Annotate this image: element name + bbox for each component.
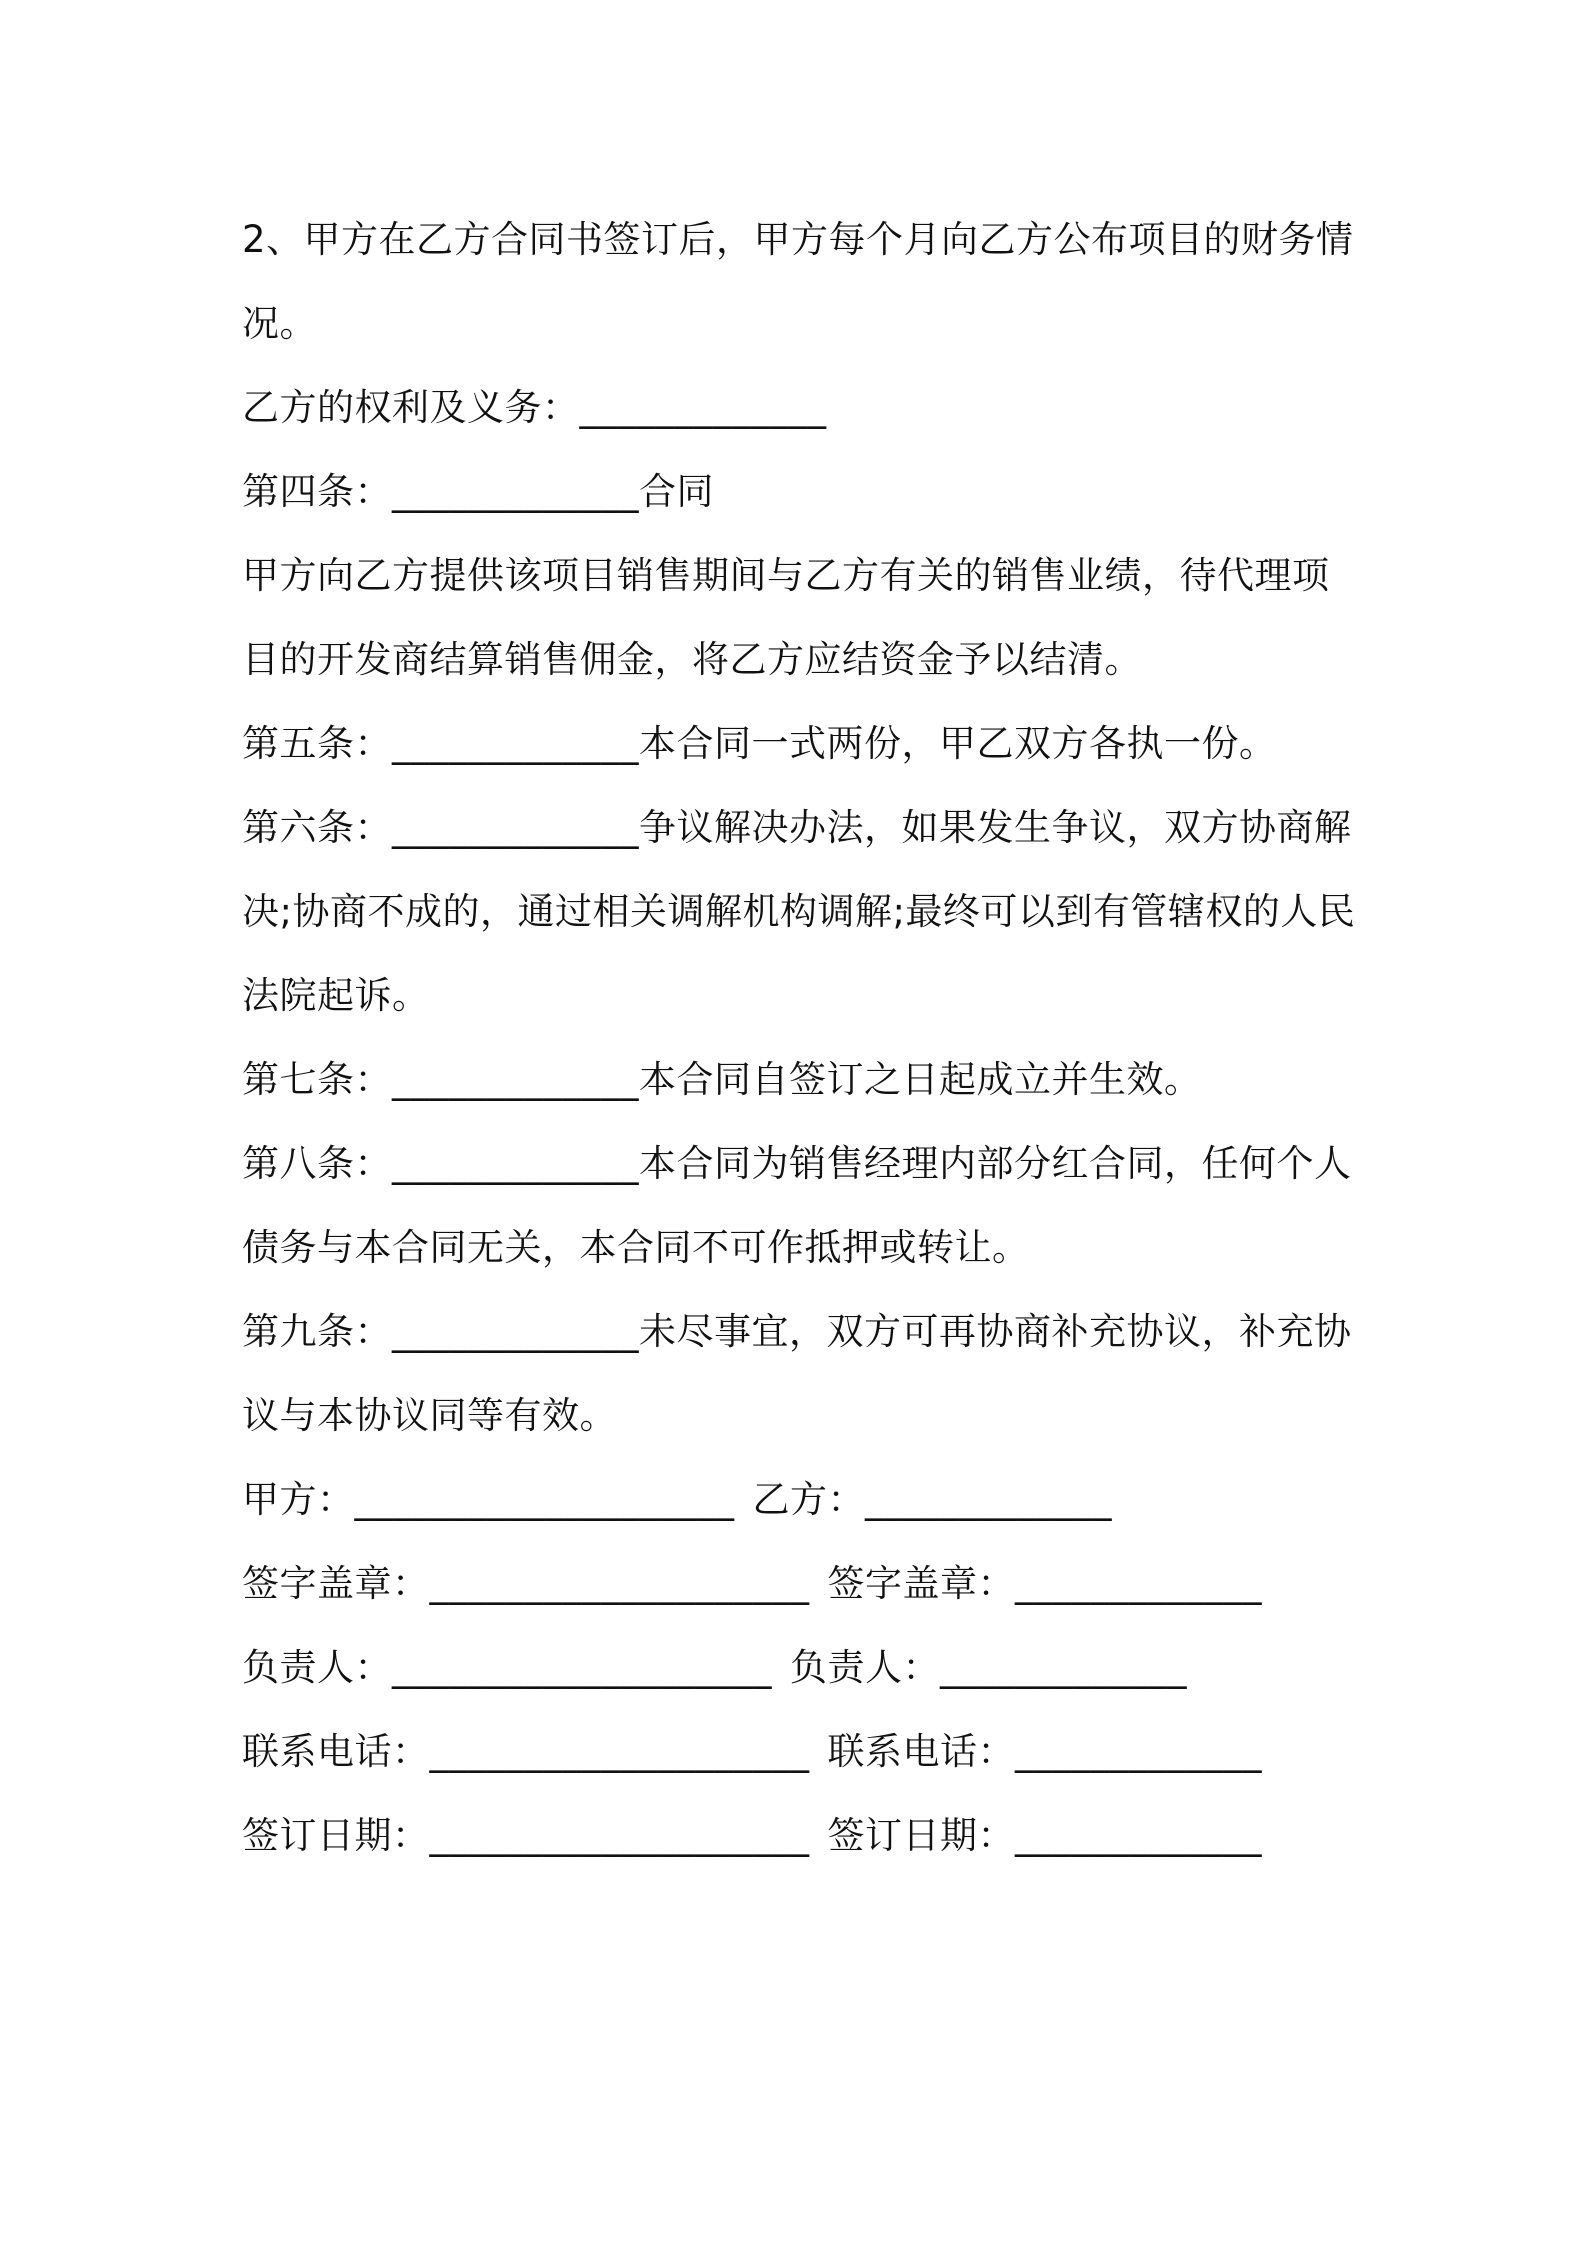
signature-row-manager bbox=[242, 1626, 1362, 1710]
party-b-phone-field: 联系电话：_____________ bbox=[827, 1730, 1262, 1773]
article-8: 第八条：_____________本合同为销售经理内部分红合同，任何个人债务与本合同无关，本合同不可作抵押或转让。 bbox=[242, 1142, 1352, 1269]
document-body bbox=[242, 198, 1362, 1878]
article-5: 第五条：_____________本合同一式两份，甲乙双方各执一份。 bbox=[242, 722, 1277, 765]
signature-row-date bbox=[242, 1794, 1362, 1878]
signature-row-phone bbox=[242, 1710, 1362, 1794]
party-a-phone-field: 联系电话：____________________ bbox=[242, 1730, 810, 1773]
article-4-body: 甲方向乙方提供该项目销售期间与乙方有关的销售业绩，待代理项目的开发商结算销售佣金，将乙方应结资金予以结清。 bbox=[242, 554, 1330, 681]
party-b-rights-heading: 乙方的权利及义务：_____________ bbox=[242, 386, 827, 429]
party-b-date-field: 签订日期：_____________ bbox=[827, 1814, 1262, 1857]
party-a-date-field: 签订日期：____________________ bbox=[242, 1814, 810, 1857]
clause-finance-report: 2、甲方在乙方合同书签订后，甲方每个月向乙方公布项目的财务情况。 bbox=[242, 218, 1354, 345]
article-4: 第四条：_____________合同 bbox=[242, 470, 714, 513]
article-6: 第六条：_____________争议解决办法，如果发生争议，双方协商解决;协商不成的，通过相关调解机构调解;最终可以到有管辖权的人民法院起诉。 bbox=[242, 806, 1356, 1017]
party-b-field: 乙方：_____________ bbox=[752, 1478, 1112, 1521]
signature-row-party bbox=[242, 1458, 1362, 1542]
party-a-seal-field: 签字盖章：____________________ bbox=[242, 1562, 810, 1605]
party-b-manager-field: 负责人：_____________ bbox=[790, 1646, 1187, 1689]
signature-row-seal bbox=[242, 1542, 1362, 1626]
party-a-field: 甲方：____________________ bbox=[242, 1478, 735, 1521]
article-9: 第九条：_____________未尽事宜，双方可再协商补充协议，补充协议与本协议同等有效。 bbox=[242, 1310, 1352, 1437]
party-a-manager-field: 负责人：____________________ bbox=[242, 1646, 772, 1689]
party-b-seal-field: 签字盖章：_____________ bbox=[827, 1562, 1262, 1605]
article-7: 第七条：_____________本合同自签订之日起成立并生效。 bbox=[242, 1058, 1202, 1101]
signature-block bbox=[242, 1458, 1362, 1878]
